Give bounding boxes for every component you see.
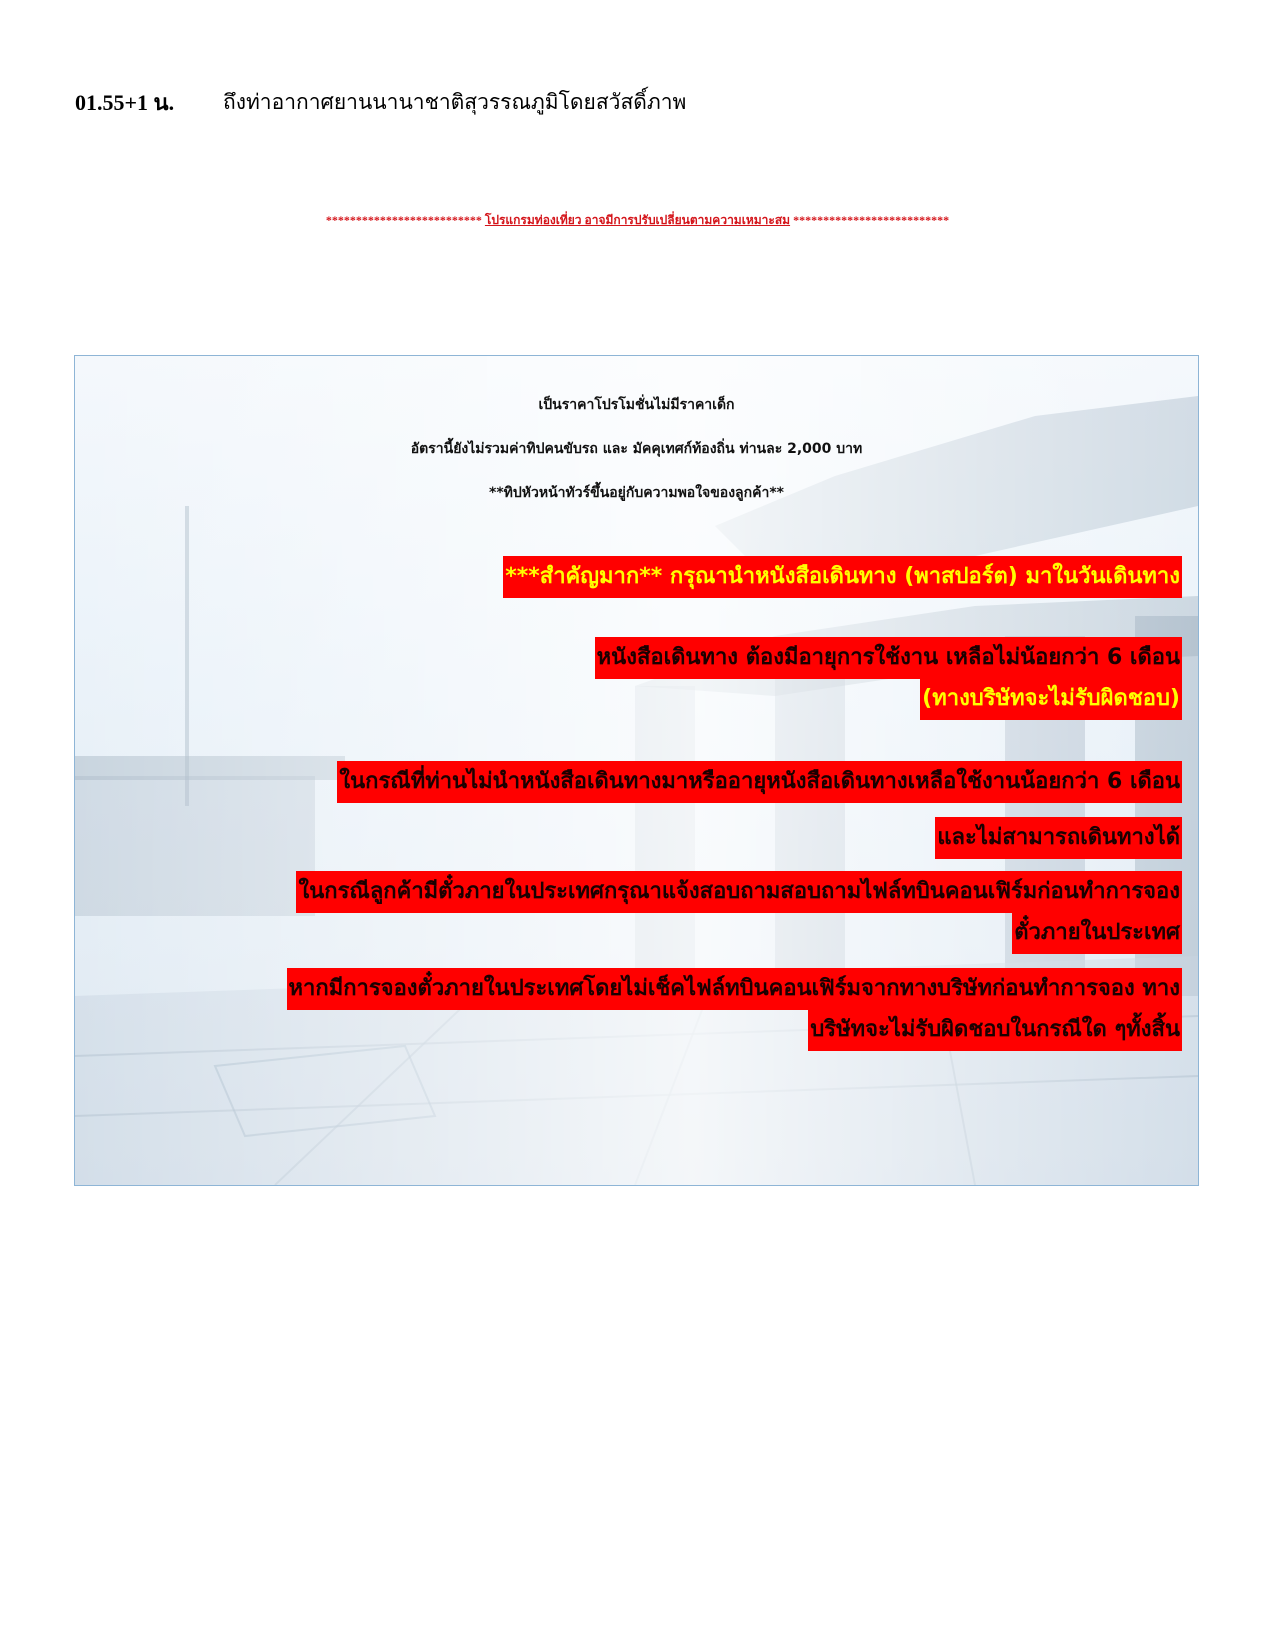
notice-prefix: ************************** bbox=[325, 213, 482, 227]
itinerary-description: ถึงท่าอากาศยานนานาชาติสุวรรณภูมิโดยสวัสดิ์ภาพ bbox=[223, 89, 687, 114]
company-not-responsible-line: (ทางบริษัทจะไม่รับผิดชอบ) bbox=[920, 678, 1182, 720]
notice-suffix: ************************** bbox=[793, 213, 950, 227]
program-change-notice bbox=[0, 211, 1275, 230]
notice-text: โปรแกรมท่องเที่ยว อาจมีการปรับเปลี่ยนตามความเหมาะสม bbox=[484, 213, 791, 227]
domestic-ticket-line-2: ตั๋วภายในประเทศ bbox=[1012, 912, 1182, 954]
tour-leader-tip-heading: **ทิปหัวหน้าทัวร์ขึ้นอยู่กับความพอใจของลูกค้า** bbox=[489, 485, 784, 501]
no-passport-line: ในกรณีที่ท่านไม่นำหนังสือเดินทางมาหรืออายุหนังสือเดินทางเหลือใช้งานน้อยกว่า 6 เดือน bbox=[337, 761, 1182, 803]
itinerary-time: 01.55+1 น. bbox=[75, 89, 175, 115]
itinerary-row bbox=[75, 86, 686, 118]
passport-important-line: ***สำคัญมาก** กรุณานำหนังสือเดินทาง (พาสปอร์ต) มาในวันเดินทาง bbox=[503, 556, 1182, 598]
tip-rate-heading: อัตรานี้ยังไม่รวมค่าทิปคนขับรถ และ มัคคุเทศก์ท้องถิ่น ท่านละ 2,000 บาท bbox=[410, 441, 863, 457]
booking-warning-line-2: บริษัทจะไม่รับผิดชอบในกรณีใด ๆทั้งสิ้น bbox=[808, 1009, 1182, 1051]
info-box bbox=[74, 355, 1199, 1186]
booking-warning-line-1: หากมีการจองตั๋วภายในประเทศโดยไม่เช็คไฟล์ทบินคอนเฟิร์มจากทางบริษัทก่อนทำการจอง ทาง bbox=[287, 968, 1182, 1010]
passport-validity-line: หนังสือเดินทาง ต้องมีอายุการใช้งาน เหลือไม่น้อยกว่า 6 เดือน bbox=[595, 637, 1182, 679]
domestic-ticket-line-1: ในกรณีลูกค้ามีตั๋วภายในประเทศกรุณาแจ้งสอบถามสอบถามไฟล์ทบินคอนเฟิร์มก่อนทำการจอง bbox=[296, 871, 1182, 913]
promo-heading: เป็นราคาโปรโมชั่นไม่มีราคาเด็ก bbox=[538, 397, 735, 413]
cannot-travel-line: และไม่สามารถเดินทางได้ bbox=[935, 817, 1182, 859]
